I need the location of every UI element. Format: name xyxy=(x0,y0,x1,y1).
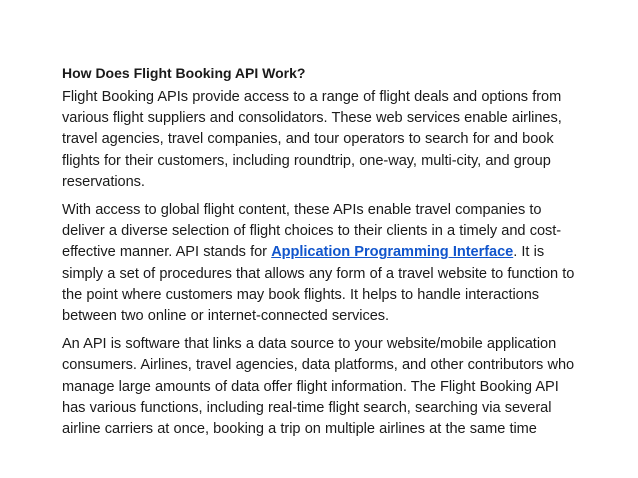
paragraph-intro: Flight Booking APIs provide access to a range of flight deals and options from various flight suppliers and consolidators. These web services enable airlines, travel agencies, travel companies, and tour operators to search for and book flights for their customers, including roundtrip, one-way, multi-city, and group reservations. xyxy=(62,89,562,190)
paragraph-text-before-link: With access to global flight content, these APIs enable travel companies to deliver a diverse selection of flight choices to their clients in a timely and cost-effective manner. API stands for xyxy=(62,202,562,261)
api-definition-link[interactable]: Application Programming Interface xyxy=(271,244,514,261)
section-heading: How Does Flight Booking API Work? xyxy=(62,65,306,81)
paragraph-text-after-link: . It is simply a set of procedures that allows any form of a travel website to function to the point where customers may book flights. It helps to handle interactions between two online or internet-connected services. xyxy=(62,244,575,325)
paragraph-api-functions: An API is software that links a data source to your website/mobile application consumers. Airlines, travel agencies, data platforms, and other contributors who manage large amounts of data offer flight information. The Flight Booking API has various functions, including real-time flight search, searching via several airline carriers at once, booking a trip on multiple airlines at the same time xyxy=(62,336,575,438)
paragraph-api-definition xyxy=(62,200,576,327)
